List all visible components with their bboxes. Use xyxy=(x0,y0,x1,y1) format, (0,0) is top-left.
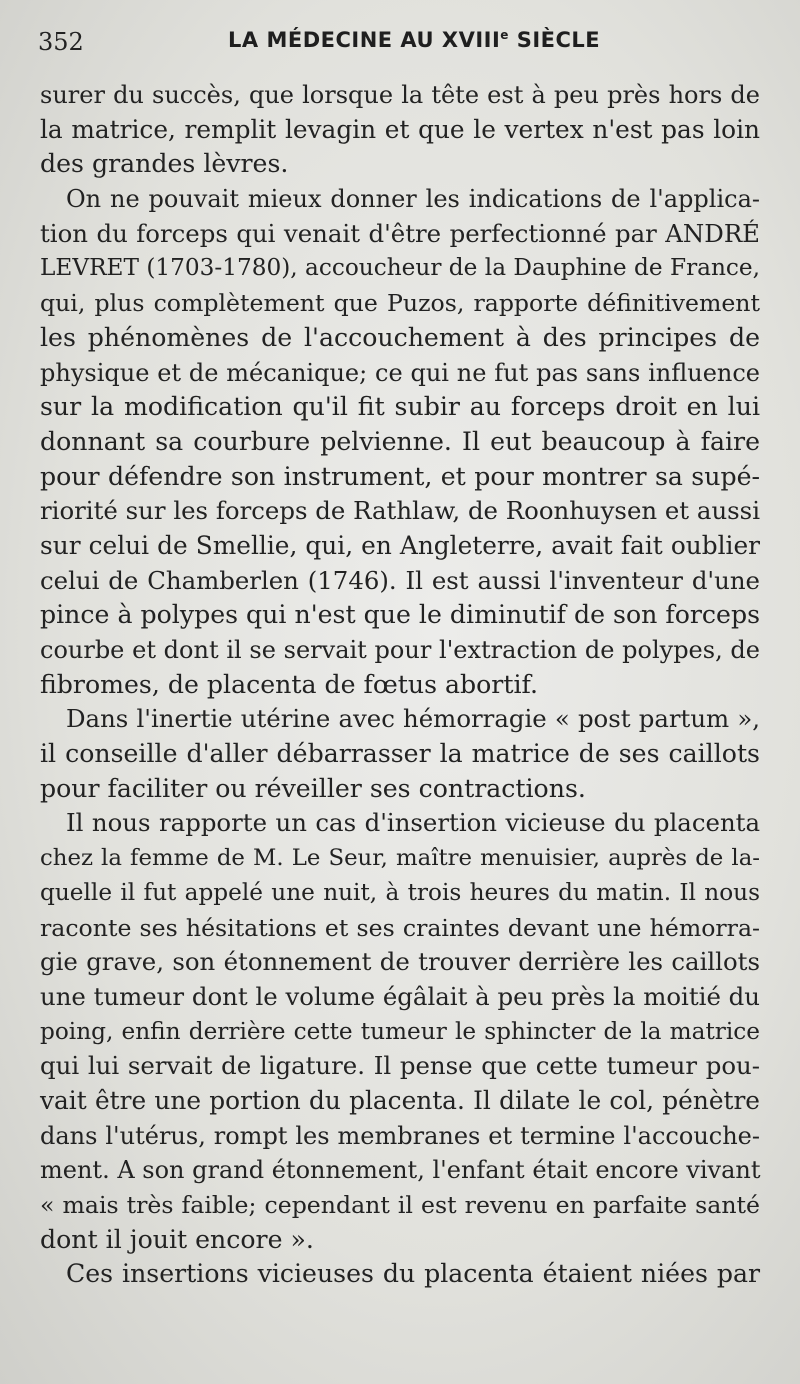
text-line: il conseille d'aller débarrasser la matrice de ses caillots xyxy=(40,739,760,769)
text-line: gie grave, son étonnement de trouver derrière les caillots xyxy=(40,947,760,977)
text-line: dans l'utérus, rompt les membranes et termine l'accouche- xyxy=(40,1121,760,1150)
text-line: LEVRET (1703-1780), accoucheur de la Dauphine de France, xyxy=(40,254,760,282)
text-line: vait être une portion du placenta. Il dilate le col, pénètre xyxy=(40,1085,760,1115)
text-line: les phénomènes de l'accouchement à des principes de xyxy=(40,322,760,352)
text-line: Il nous rapporte un cas d'insertion vicieuse du placenta xyxy=(66,808,760,838)
text-line: surer du succès, que lorsque la tête est à peu près hors de xyxy=(40,81,760,109)
running-title-superscript: e xyxy=(500,28,509,42)
text-line: riorité sur les forceps de Rathlaw, de Roonhuysen et aussi xyxy=(40,496,760,526)
body-text xyxy=(40,78,760,1292)
text-line: des grandes lèvres. xyxy=(40,149,289,179)
text-line: raconte ses hésitations et ses craintes devant une hémorra- xyxy=(40,913,760,942)
text-line: On ne pouvait mieux donner les indications de l'applica- xyxy=(66,185,760,214)
text-line: ment. A son grand étonnement, l'enfant était encore vivant xyxy=(40,1156,761,1185)
text-line: quelle il fut appelé une nuit, à trois heures du matin. Il nous xyxy=(40,878,760,906)
text-line: courbe et dont il se servait pour l'extraction de polypes, de xyxy=(40,636,760,664)
text-line: celui de Chamberlen (1746). Il est aussi l'inventeur d'une xyxy=(40,565,760,595)
text-line: poing, enfin derrière cette tumeur le sphincter de la matrice xyxy=(40,1017,760,1045)
text-line: qui lui servait de ligature. Il pense que cette tumeur pou- xyxy=(40,1051,760,1081)
text-line: « mais très faible; cependant il est revenu en parfaite santé xyxy=(40,1191,760,1219)
text-line: dont il jouit encore ». xyxy=(40,1224,314,1254)
text-line: Ces insertions vicieuses du placenta étaient niées par xyxy=(66,1259,760,1289)
text-line: sur la modification qu'il fit subir au forceps droit en lui xyxy=(40,392,760,422)
text-line: qui, plus complètement que Puzos, rapporte définitivement xyxy=(40,289,760,318)
running-header xyxy=(38,22,756,62)
text-line: pour défendre son instrument, et pour montrer sa supé- xyxy=(40,461,760,491)
text-line: chez la femme de M. Le Seur, maître menuisier, auprès de la- xyxy=(40,845,760,872)
running-title xyxy=(228,28,600,52)
running-title-end: SIÈCLE xyxy=(508,28,601,52)
text-line: une tumeur dont le volume égâlait à peu près la moitié du xyxy=(40,981,760,1011)
text-line: Dans l'inertie utérine avec hémorragie « post partum », xyxy=(66,704,760,734)
text-line: sur celui de Smellie, qui, en Angleterre, avait fait oublier xyxy=(40,530,760,560)
text-line: la matrice, remplit levagin et que le vertex n'est pas loin xyxy=(40,114,760,144)
text-line: physique et de mécanique; ce qui ne fut pas sans influence xyxy=(40,358,760,387)
text-line: tion du forceps qui venait d'être perfectionné par ANDRÉ xyxy=(40,218,760,248)
text-line: pour faciliter ou réveiller ses contractions. xyxy=(40,773,586,803)
text-line: fibromes, de placenta de fœtus abortif. xyxy=(40,669,538,699)
text-line: donnant sa courbure pelvienne. Il eut beaucoup à faire xyxy=(40,426,760,456)
text-line: pince à polypes qui n'est que le diminutif de son forceps xyxy=(40,600,760,630)
page-number: 352 xyxy=(38,28,84,56)
running-title-main: LA MÉDECINE AU XVIII xyxy=(228,28,501,52)
